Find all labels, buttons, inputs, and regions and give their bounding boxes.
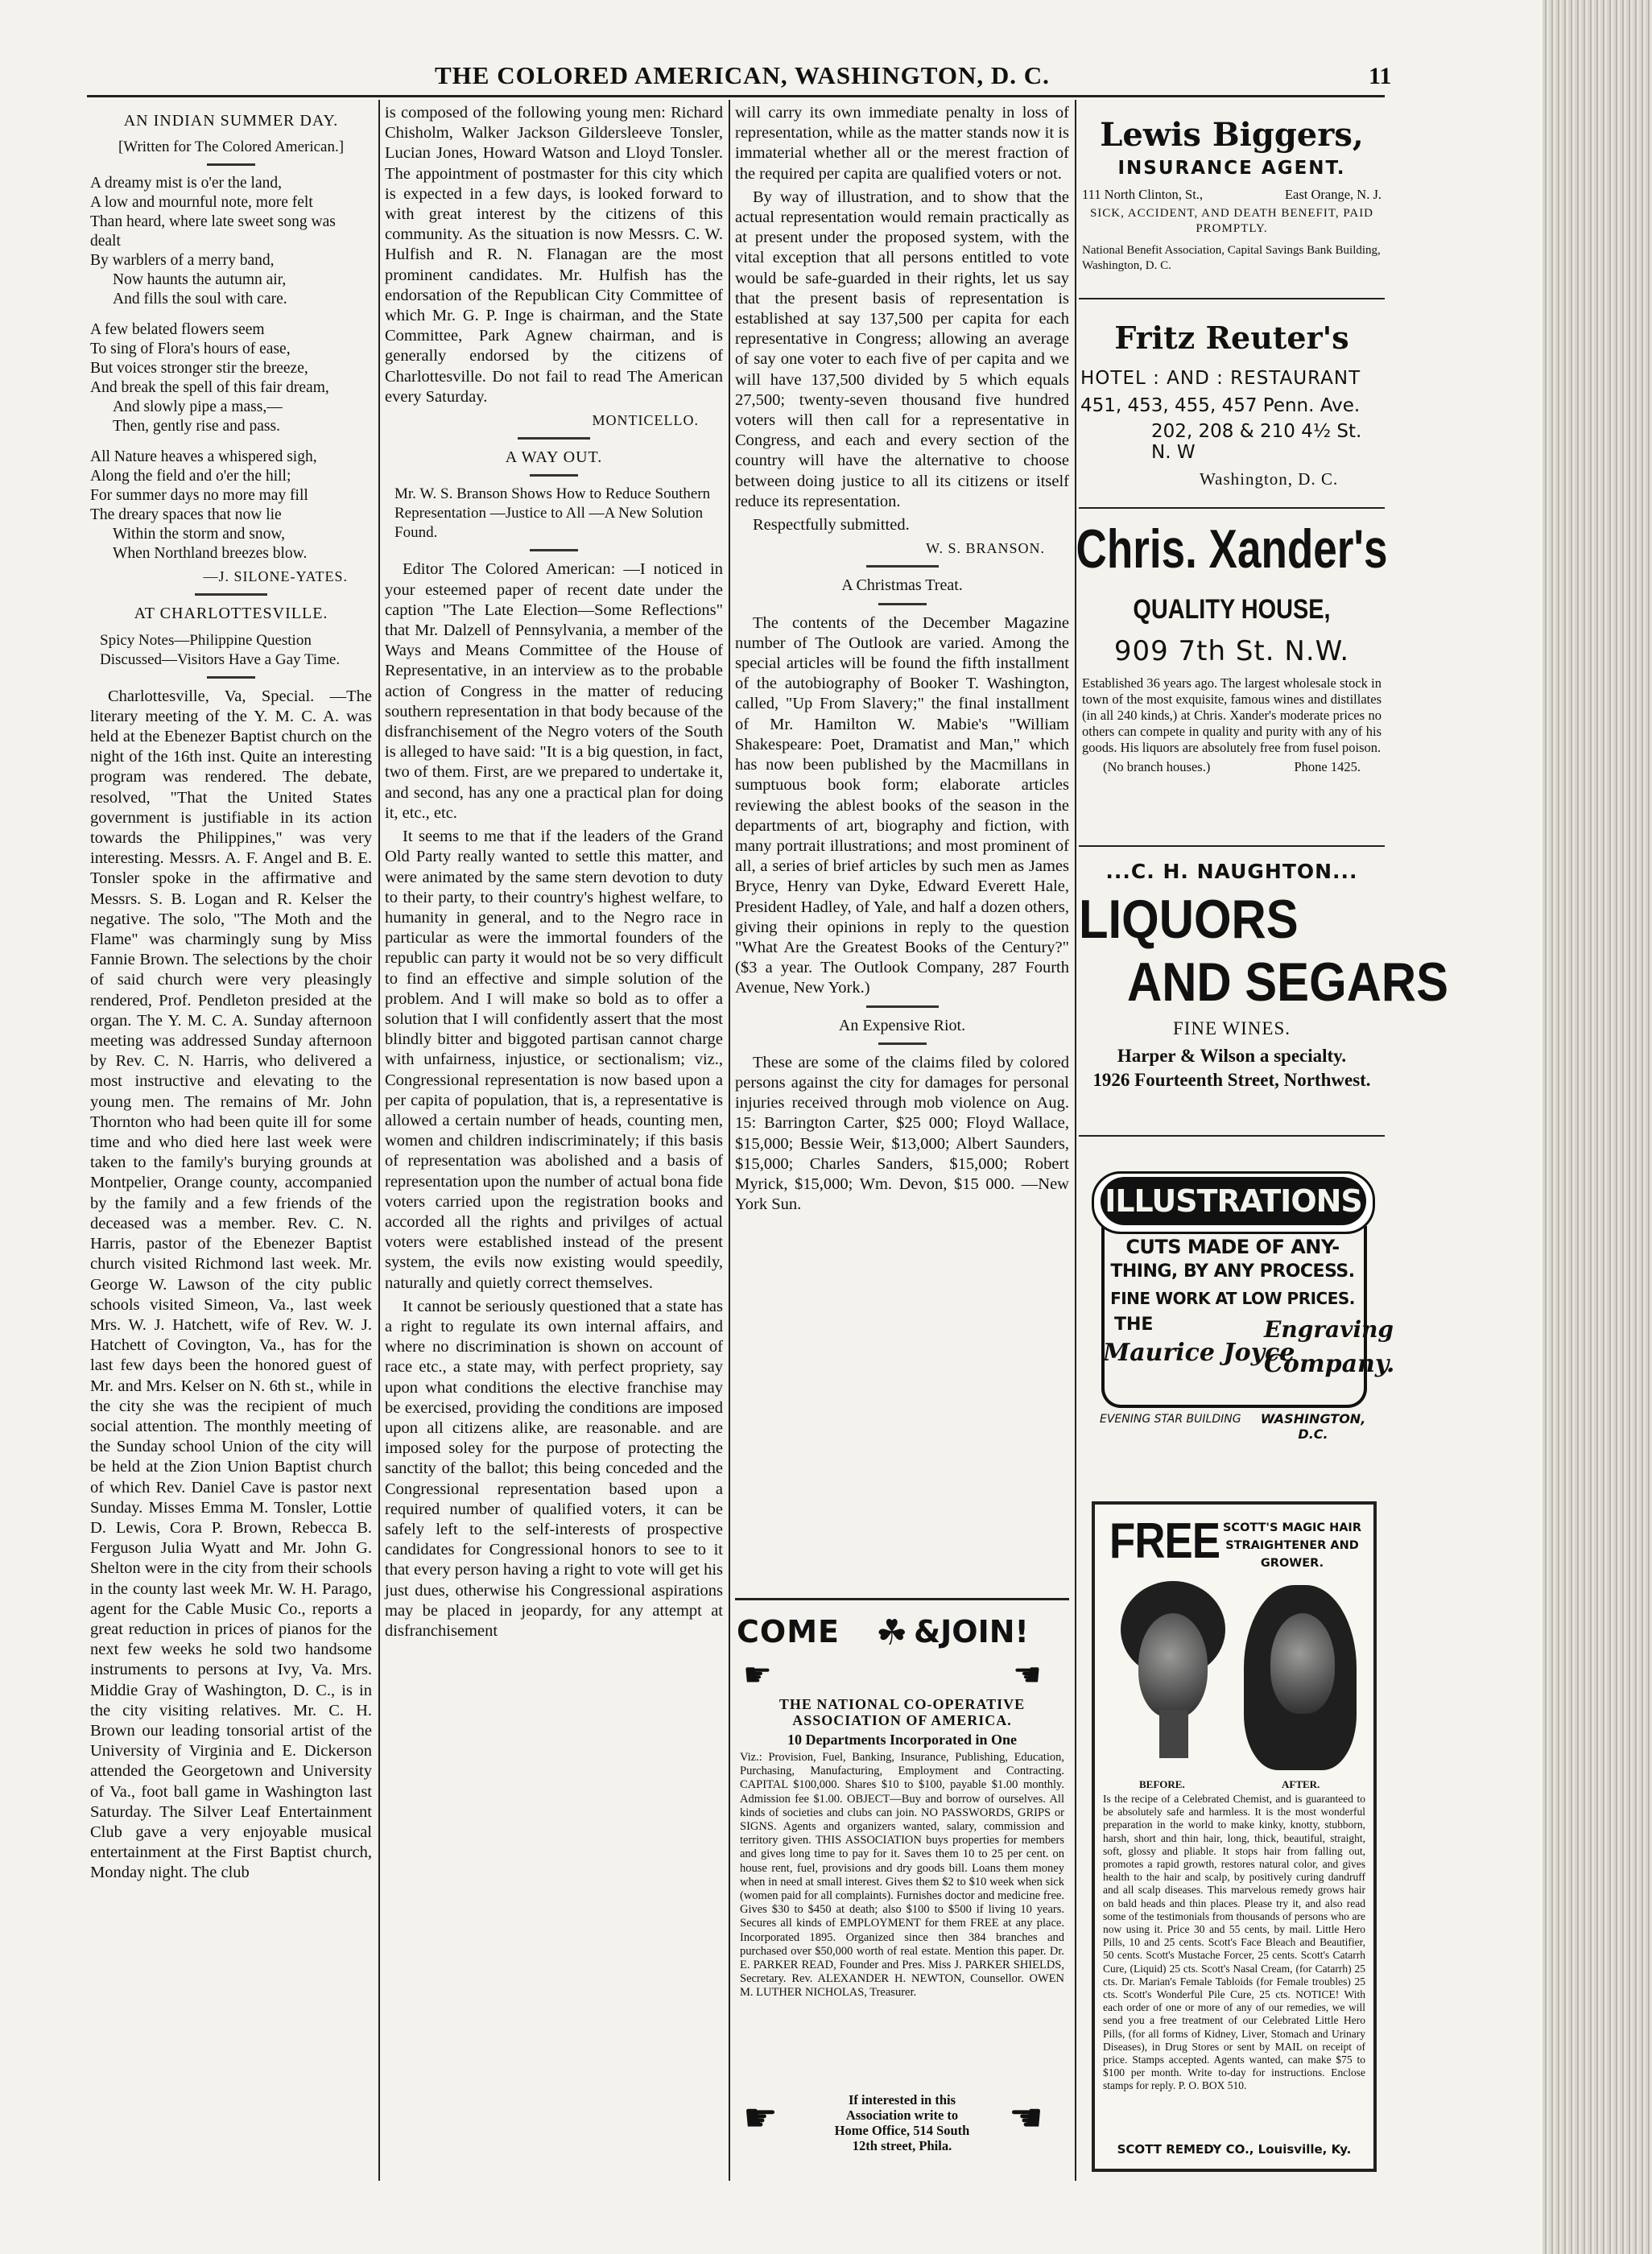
reuter-name: Fritz Reuter's — [1114, 320, 1349, 356]
stanza-break — [90, 309, 372, 320]
poem-title: AN INDIAN SUMMER DAY. — [123, 112, 339, 130]
column-3 — [735, 103, 1069, 1588]
scott-head: SCOTT'S MAGIC HAIR STRAIGHTENER AND GROWER. — [1222, 1521, 1361, 1570]
article-paragraph: It cannot be seriously questioned that a state has a right to regulate its own internal affairs, and where no discrimination is shown on account of race etc., a state may, with perfect propriety, say upon what conditions the elective franchise may be exercised, providing the conditions are imposed upon all citizens alike, are reasonable. and are imposed soley for the purpose of protecting the sanctity of the ballot; this being conceded and the Congressional representation based upon a required number of qualified voters, it can be safely left to the self-interests of prospective candidates for Congressional honors to see to it that every person having a right to vote will get his just dues, otherwise his Congressional aspirations may be placed in jeopardy, for any attempt at disfranchisement — [385, 1297, 723, 1641]
after-portrait — [1240, 1577, 1361, 1774]
joyce-footer-left: EVENING STAR BUILDING — [1100, 1413, 1241, 1426]
christmas-title: A Christmas Treat. — [841, 576, 963, 595]
scott-after: AFTER. — [1282, 1778, 1320, 1790]
column-rule-3 — [1075, 100, 1076, 2181]
poem-line: dealt — [90, 233, 121, 250]
poem-line: And slowly pipe a mass,— — [113, 398, 283, 416]
continuation-paragraph: By way of illustration, and to show that the actual representation would remain practically as at present under the proposed system, with the vital exception that all persons entitled to vote would be safe-guarded in their rights, let us say that the present basis of representation is established at say 137,500 per capita for each representative in Congress; allowing an average of say one voter to each five of per capita and we will have 137,500 divided by 5 which equals 27,500; twenty-seven thousand five hundred voters will then call for a representative in Congress, and each and every section of the country will have the alternative to choose between doing justice to all its citizens or itself reduce its representation. — [735, 188, 1069, 510]
masthead-rule — [87, 95, 1385, 97]
article-subtitle: Mr. W. S. Branson Shows How to Reduce Southern Representation —Justice to All —A New Solution Found. — [394, 485, 711, 542]
poem-line: Than heard, where late sweet song was — [90, 213, 336, 231]
cooperative-departments: 10 Departments Incorporated in One — [787, 1732, 1017, 1748]
masthead-title: THE COLORED AMERICAN, WASHINGTON, D. C. — [435, 61, 1050, 89]
scott-before: BEFORE. — [1139, 1778, 1185, 1790]
naughton-name: ...C. H. NAUGHTON... — [1105, 860, 1358, 883]
biggers-name: Lewis Biggers, — [1100, 116, 1364, 154]
address-right: East Orange, N. J. — [1284, 187, 1381, 202]
address-left: 111 North Clinton, St., — [1082, 187, 1204, 202]
separator — [207, 163, 255, 166]
ad-rule — [735, 1598, 1069, 1600]
face-shape — [1138, 1613, 1208, 1718]
separator — [878, 1042, 927, 1045]
separator — [530, 474, 578, 477]
cooperative-org: THE NATIONAL CO-OPERATIVE ASSOCIATION OF AMERICA. — [779, 1696, 1026, 1728]
poem-byline: [Written for The Colored American.] — [118, 138, 345, 156]
before-portrait — [1113, 1581, 1233, 1774]
biggers-ad — [1079, 113, 1385, 272]
clover-icon: ☘ — [876, 1613, 908, 1653]
poem-line: Now haunts the autumn air, — [113, 271, 287, 289]
joyce-banner-text: ILLUSTRATIONS — [1101, 1177, 1366, 1225]
riot-text: These are some of the claims filed by colored persons against the city for damages for personal injuries received through mob violence on Aug. 15: Barrington Carter, $25 000; Floyd Wallace, $15,000; Bessie Weir, $13,000; Albert Saunders, $15,000; Charles Sanders, $15,000; Robert Myrick, $15,000; Wm. Devon, $15 000. —New York Sun. — [735, 1053, 1069, 1214]
stanza-break — [90, 436, 372, 448]
poem-line: Then, gently rise and pass. — [113, 418, 280, 436]
scott-footer: SCOTT REMEDY CO., Louisville, Ky. — [1117, 2142, 1352, 2157]
biggers-address — [1082, 187, 1381, 203]
poem-line: The dreary spaces that now lie — [90, 506, 282, 524]
naughton-address: 1926 Fourteenth Street, Northwest. — [1092, 1070, 1371, 1090]
reuter-ad — [1079, 318, 1385, 495]
column-2 — [385, 103, 723, 2184]
column-rule-1 — [378, 100, 380, 2181]
footer-line: Association write to — [845, 2107, 959, 2123]
poem-line: And fills the soul with care. — [113, 291, 287, 308]
naughton-segars: AND SEGARS — [1127, 952, 1448, 1013]
naughton-liquors: LIQUORS — [1079, 889, 1299, 950]
xander-note: (No branch houses.) — [1103, 759, 1211, 774]
poem-line: Within the storm and snow, — [113, 526, 286, 543]
page-number: 11 — [1369, 63, 1392, 89]
separator — [866, 565, 939, 568]
scott-text: Is the recipe of a Celebrated Chemist, and is guaranteed to be absolutely safe and harmless. It is the most wonderful preparation in the world to make kinky, knotty, stubborn, harsh, short and thin hair, long, thick, beautiful, straight, soft, glossy and pliable. It stops hair from falling out, promotes a rapid growth, restores natural color, and gives health to the hair and scalp, by positively curing dandruff and all scalp diseases. This marvelous remedy grows hair on bald heads and thin places. Please try it, and also read some of the testimonials from thousands of persons who are now using it. Price 30 and 55 cents, by mail. Little Hero Pills, 10 and 25 cents. Scott's Face Bleach and Beautifier, 50 cents. Scott's Mustache Forcer, 25 cents. Scott's Catarrh Cure, (Liquid) 25 cts. Scott's Nasal Cream, (for Catarrh) 25 cts. Dr. Marian's Female Tabloids (for Female troubles) 25 cts. Scott's Wonderful Pile Cure, 25 cts. NOTICE! With each order of one or more of any of our remedies, we will send you a free treatment of our Celebrated Little Hero Pills, (for all forms of Kidney, Liver, Stomach and Urinary Diseases), in Drug Stores or sent by MAIL on receipt of price. Stamps accepted. Agents wanted, can make $75 to $100 per month. Write to-day for instructions. Enclose stamps for reply. P. O. BOX 510. — [1103, 1793, 1365, 2092]
come-label: COME — [737, 1614, 840, 1649]
continuation-paragraph: is composed of the following young men: Richard Chisholm, Walker Jackson Gildersleeve Tonsler, Lucian Jones, Howard Watson and Lloyd Tonsler. The appointment of postmaster for this city which is expected in a few days, is looked forward to with great interest by the citizens of this community. As the situation is now Messrs. C. W. Hulfish and R. N. Flanagan are the most prominent candidates. Mr. Hulfish has the endorsation of the Republican City Committee of which Mr. G. P. Inge is chairman, and the State Committee, Park Agnew chairman, and is generally endorsed by the citizens of Charlottesville. Do not fail to read The American every Saturday. — [385, 104, 723, 406]
poem-line: For summer days no more may fill — [90, 487, 308, 505]
ad-rule — [1079, 845, 1385, 847]
masthead — [89, 56, 1392, 97]
footer-line: 12th street, Phila. — [852, 2138, 952, 2153]
cooperative-text: Viz.: Provision, Fuel, Banking, Insurance, Publishing, Education, Purchasing, Manufacturing, Employment and Contracting. CAPITAL $100,000. Shares $10 to $100, payable $1.00 monthly. Admission fee $1.00. OBJECT—Buy and borrow of ourselves. All kinds of societies and clubs can join. NO PASSWORDS, GRIPS or SIGNS. Agents and organizers wanted, salary, commission and territory given. THIS ASSOCIATION buys properties for members and gives long time to pay for it. Saves them 10 to 25 per cent. on house rent, fuel, provisions and dry goods bill. Loans them money when in need at small interest. Gives them $2 to $10 week when sick (women paid for all complaints). Furnishes doctor and medicine free. Gives $30 to $450 at death; also $100 to $500 if living 10 years. Secures all kinds of EMPLOYMENT for them FREE at any place. Incorporated 1895. Organized since then 384 branches and purchased over $50,000 worth of real estate. Mention this paper. Dr. E. PARKER READ, Founder and Pres. Miss J. PARKER SHIELDS, Secretary. Rev. ALEXANDER H. NEWTON, Counsellor. OWEN M. LUTHER NICHOLAS, Treasurer. — [740, 1751, 1064, 2000]
hand-bottom-right-icon: ☛ — [1009, 2097, 1044, 2140]
poem-line: A few belated flowers seem — [90, 321, 265, 339]
joyce-name3: Company. — [1264, 1350, 1395, 1378]
joyce-line3: FINE WORK AT LOW PRICES. — [1110, 1289, 1355, 1308]
christmas-text: The contents of the December Magazine number of The Outlook are varied. Among the special articles will be found the fifth installment of the autobiography of Booker T. Washington, called, "Up From Slavery;" the final installment of Mr. Hamilton W. Mabie's "William Shakespeare: Poet, Dramatist and Man," which has now been published by the Macmillans in sumptuous book form; elaborate articles reviewing the ablest books of the season in the departments of art, biography and fiction, with many portrait illustrations; and most prominent of all, a series of brief articles by such men as James Bryce, Henry van Dyke, Edward Everett Hale, President Hadley, of Yale, and half a dozen others, giving their opinions in reply to the question "What Are the Greatest Books of the Century?" ($3 a year. The Outlook Company, 287 Fourth Avenue, New York.) — [735, 613, 1069, 997]
poem-line: But voices stronger stir the breeze, — [90, 360, 308, 378]
reuter-line3: 202, 208 & 210 4½ St. N. W — [1151, 421, 1362, 463]
poem-body — [90, 174, 372, 564]
cooperative-footer — [812, 2092, 993, 2153]
continuation-signature: W. S. BRANSON. — [926, 540, 1045, 557]
reuter-line4: Washington, D. C. — [1200, 469, 1339, 489]
continuation-signature: MONTICELLO. — [592, 412, 699, 429]
separator — [530, 549, 578, 551]
joyce-banner — [1092, 1171, 1375, 1234]
biggers-role: INSURANCE AGENT. — [1117, 158, 1346, 179]
ad-rule — [1079, 1135, 1385, 1137]
ad-rule — [1079, 298, 1385, 299]
xander-footer — [1103, 759, 1361, 775]
face-shape — [1270, 1613, 1335, 1714]
joyce-name2: Engraving — [1264, 1316, 1394, 1343]
continuation-paragraph: Respectfully submitted. — [753, 516, 910, 535]
hand-left-icon: ☛ — [743, 1657, 772, 1693]
xander-address: 909 7th St. N.W. — [1113, 635, 1350, 667]
article-title: AT CHARLOTTESVILLE. — [134, 605, 328, 623]
separator — [866, 1005, 939, 1008]
separator — [195, 593, 267, 596]
naughton-fine-wines: FINE WINES. — [1172, 1018, 1291, 1038]
article-paragraph: Charlottesville, Va, Special. —The literary meeting of the Y. M. C. A. was held at the Ebenezer Baptist church on the night of the 16th inst. Quite an interesting program was rendered. The debate, resolved, "That the United States government is justifiable in its action towards the Philippines," was very interesting. Messrs. A. F. Angel and B. E. Tonsler spoke in the affirmative and Messrs. S. B. Logan and R. Kelser the negative. The solo, "The Moth and the Flame" was charmingly sung by Miss Fannie Brown. The selections by the choir of said church were very pleasingly rendered, Prof. Pendleton presided at the organ. The Y. M. C. A. Sunday afternoon meeting was addressed Sunday afternoon by Rev. C. N. Harris, who delivered a most instructive and elevating to the young men. The remains of Mr. John Thornton who had been quite ill for some time and who died here last week were taken to the family's burying grounds at Montpelier, Orange county, accompanied by the family and a few friends of the deceased was a member. Rev. C. N. Harris, pastor of the Ebenezer Baptist church visited Richmond last week. Mr. George W. Lawson of the city public schools visited Simeon, Va., last week Mrs. W. J. Hatchett, wife of Rev. W. J. Hatchett of Covington, Va., has for the last few days been the honored guest of Mr. and Mrs. Kelser on N. 6th st., while in the city she was the recipient of much social attention. The monthly meeting of the Sunday school Union of the city will be held at the Zion Union Baptist church of which Rev. Daniel Cave is pastor next Sunday. Misses Emma M. Tonsler, Lottie D. Lewis, Cora P. Brown, Rebecca B. Ferguson Julia Wyatt and Mr. John G. Shelton were in the city from their schools in the county last week Mr. W. H. Parago, agent for the Cable Music Co., reports a great reduction in prices of pianos for the next few weeks he sold two handsome instruments to persons at Ivy, Va. Mrs. Middie Gray of Washington, D. C., is in the city visiting relatives. Mr. C. H. Brown our leading tonsorial artist of the University of Virginia and E. Dickerson attended the Georgetown and University of Va., foot ball game in Washington last Saturday. The Silver Leaf Entertainment Club gave a very enjoyable musical entertainment at the First Baptist church, Monday night. The club — [90, 687, 372, 1882]
xander-name: Chris. Xander's — [1076, 518, 1388, 580]
article-subtitle: Spicy Notes—Philippine Question Discussed—Visitors Have a Gay Time. — [100, 631, 341, 668]
column-1 — [90, 103, 372, 2184]
xander-phone: Phone 1425. — [1294, 759, 1361, 774]
poem-line: By warblers of a merry band, — [90, 252, 275, 270]
neck-shape — [1159, 1710, 1188, 1758]
poem-line: And break the spell of this fair dream, — [90, 379, 329, 397]
poem-line: Along the field and o'er the hill; — [90, 468, 291, 485]
poem-line: To sing of Flora's hours of ease, — [90, 341, 291, 358]
separator — [207, 676, 255, 679]
poem-signature: —J. SILONE-YATES. — [203, 568, 348, 585]
joyce-the: THE — [1114, 1315, 1154, 1335]
xander-ad — [1076, 515, 1388, 837]
scott-free: FREE — [1109, 1513, 1220, 1569]
joyce-line1: CUTS MADE OF ANY- — [1125, 1236, 1340, 1258]
footer-line: Home Office, 514 South — [834, 2123, 970, 2138]
footer-line: If interested in this — [848, 2092, 956, 2107]
hand-bottom-left-icon: ☛ — [743, 2097, 779, 2140]
page-edge — [1543, 0, 1652, 2254]
biggers-association: National Benefit Association, Capital Savings Bank Building, Washington, D. C. — [1082, 244, 1381, 272]
article-title: A WAY OUT. — [505, 448, 603, 467]
ad-rule — [1079, 507, 1385, 509]
continuation-paragraph: will carry its own immediate penalty in loss of representation, while as the matter stands now it is immaterial whether all or the merest fraction of the required per capita are qualified voters or not. — [735, 104, 1069, 183]
separator — [518, 437, 590, 440]
poem-line: All Nature heaves a whispered sigh, — [90, 448, 317, 466]
reuter-line1: HOTEL : AND : RESTAURANT — [1080, 368, 1361, 389]
joyce-line2: THING, BY ANY PROCESS. — [1110, 1261, 1355, 1282]
riot-title: An Expensive Riot. — [838, 1016, 966, 1034]
scott-ad — [1092, 1501, 1377, 2172]
column-rule-2 — [729, 100, 730, 2181]
joyce-name1: Maurice Joyce — [1103, 1339, 1295, 1367]
poem-line: When Northland breezes blow. — [113, 545, 308, 563]
xander-text: Established 36 years ago. The largest wholesale stock in town of the most exquisite, famous wines and distillates (in all 240 kinds,) at Chris. Xander's moderate prices no others can compete in quality and purity with any of his goods. His liquors are absolutely free from fusel poison. — [1082, 675, 1381, 755]
join-label: &JOIN! — [914, 1614, 1029, 1649]
cooperative-ad — [735, 1598, 1069, 2178]
separator — [878, 603, 927, 605]
naughton-specialty: Harper & Wilson a specialty. — [1117, 1046, 1347, 1066]
hand-right-icon: ☛ — [1013, 1657, 1042, 1693]
joyce-footer-right: WASHINGTON, D.C. — [1260, 1411, 1366, 1442]
poem-line: A low and mournful note, more felt — [90, 194, 313, 212]
poem-line: A dreamy mist is o'er the land, — [90, 175, 283, 192]
reuter-line2: 451, 453, 455, 457 Penn. Ave. — [1080, 395, 1361, 416]
biggers-line: SICK, ACCIDENT, AND DEATH BENEFIT, PAID PROMPTLY. — [1089, 207, 1374, 235]
joyce-ad — [1092, 1171, 1395, 1465]
naughton-ad — [1079, 853, 1448, 1119]
article-paragraph: It seems to me that if the leaders of the Grand Old Party really wanted to settle this matter, and were animated by the same stern devotion to duty to their party, to their country's highest welfare, to humanity in general, and to the Negro race in particular as were the immortal founders of the republic can party it would not be so very difficult to find an effective and simple solution of the problem. And I will make so bold as to offer a solution that I will confidently assert that the most blindly bitter and biggoted partisan cannot charge with unfairness, injustice, or sectionalism; viz., Congressional representation is now based upon a per capita of population, that is, a representative is allowed a certain number of heads, counting men, women and children indiscriminately; if this basis of representation was abolished and a basis of representation upon the number of actual bona fide voters carried upon the registration books and accorded all the rights and privilges of actual voters were established instead of the present system, the evils now existing would speedily, naturally and quietly correct themselves. — [385, 828, 723, 1292]
article-paragraph: Editor The Colored American: —I noticed in your esteemed paper of recent date under the caption "The Late Election—Some Reflections" that Mr. Dalzell of Pennsylvania, a member of the Ways and Means Committee of the House of Representative, in an interview as to the probable action of Congress in the matter of reducing southern representation in that body because of the disfranchisement of the Negro voters of the South is alleged to have said: "It is a big question, in fact, two of them. First, are we prepared to undertake it, and second, has any one a practical plan for doing it, etc., etc. — [385, 560, 723, 822]
xander-sub: QUALITY HOUSE, — [1133, 594, 1331, 625]
